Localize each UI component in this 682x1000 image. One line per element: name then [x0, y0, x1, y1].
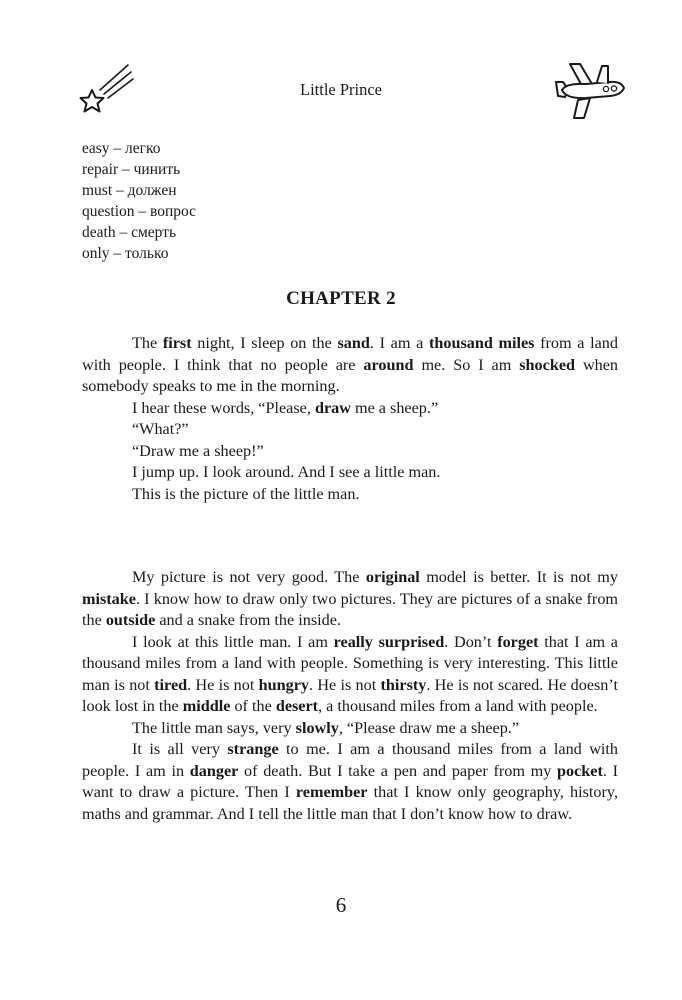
page-number: 6	[335, 893, 347, 917]
vocab-item: only – только	[82, 245, 169, 262]
paragraph: “What?”	[132, 420, 189, 438]
paragraph: This is the picture of the little man.	[132, 484, 360, 503]
vocab-item: repair – чинить	[82, 161, 181, 178]
vocab-item: easy – легко	[82, 140, 161, 157]
paragraph: I look at this little man. I am really surprised. Don’t forget that I am a thousand miles from a land with people. Something is very interesting. This little man is not tired. He is not hungry. He is not thirsty. He is not scared. He doesn’t look lost in the middle of the desert, a thousand miles from a land with people.	[82, 632, 618, 715]
airplane-icon	[548, 56, 628, 124]
vocab-item: question – вопрос	[82, 203, 197, 220]
chapter-text-upper	[82, 333, 618, 505]
running-header-title: Little Prince	[299, 80, 383, 99]
paragraph: The little man says, very slowly, “Please draw me a sheep.”	[132, 718, 520, 737]
paragraph: I hear these words, “Please, draw me a sheep.”	[132, 398, 439, 417]
paragraph: I jump up. I look around. And I see a little man.	[132, 463, 441, 481]
paragraph: “Draw me a sheep!”	[132, 441, 264, 460]
vocabulary-list	[82, 138, 196, 264]
paragraph: The first night, I sleep on the sand. I am a thousand miles from a land with people. I think that no people are around me. So I am shocked when somebody speaks to me in the morning.	[82, 334, 619, 395]
paragraph: My picture is not very good. The original model is better. It is not my mistake. I know how to draw only two pictures. They are pictures of a snake from the outside and a snake from the inside.	[82, 568, 618, 629]
vocab-item: death – смерть	[82, 224, 177, 241]
chapter-text-lower	[82, 567, 618, 825]
chapter-title: CHAPTER 2	[286, 288, 396, 309]
vocab-item: must – должен	[82, 182, 177, 199]
paragraph: It is all very strange to me. I am a thousand miles from a land with people. I am in danger of death. But I take a pen and paper from my pocket. I want to draw a picture. Then I remember that I know only geography, history, maths and grammar. And I tell the little man that I don’t know how to draw.	[82, 740, 619, 823]
